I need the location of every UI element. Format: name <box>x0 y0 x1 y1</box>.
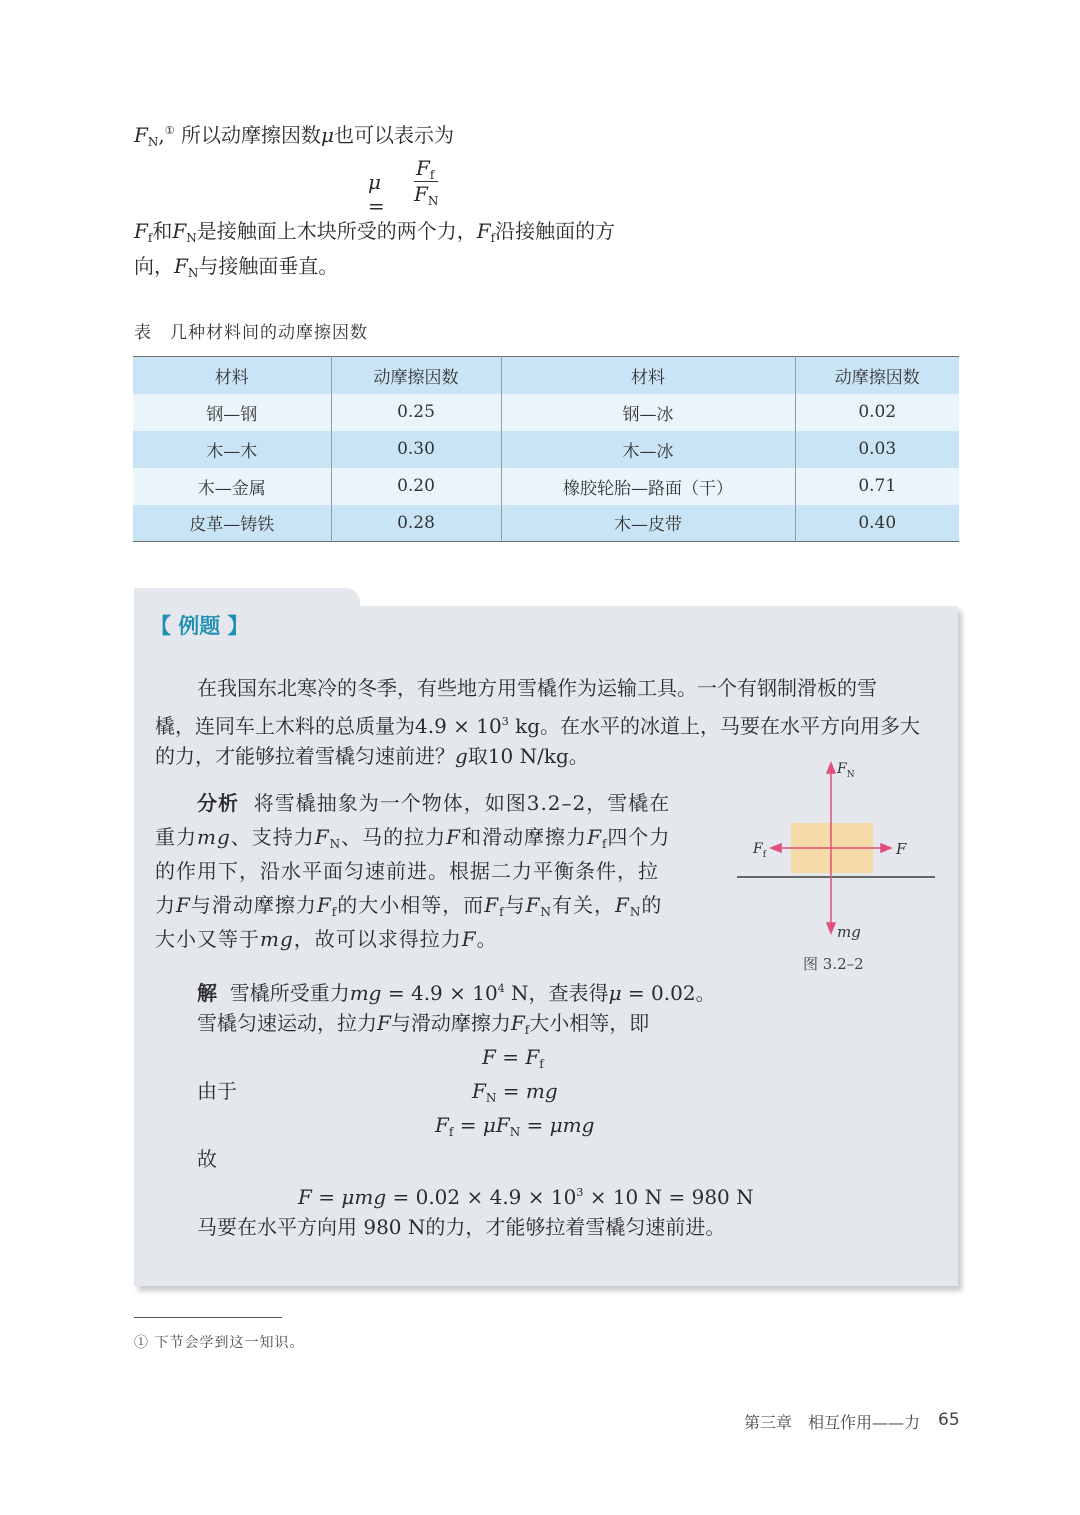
solution-text: 大小相等，即 <box>529 1011 650 1035</box>
fn-sub-2: N <box>186 231 197 245</box>
table-row <box>133 431 959 468</box>
ff-sub: f <box>499 905 505 919</box>
table-cell: 木—皮带 <box>501 505 795 542</box>
fn-sub: N <box>329 837 342 851</box>
analysis-text: 的大小相等，而 <box>337 893 485 917</box>
analysis-text: 、支持力 <box>230 825 315 849</box>
formula-lhs: μ = <box>368 170 385 218</box>
mg-symbol: mg <box>197 825 231 849</box>
fn-symbol: F <box>525 893 541 917</box>
friction-table <box>133 356 959 542</box>
analysis-text: 、马的拉力 <box>341 825 447 849</box>
ff-symbol: F <box>134 219 148 243</box>
table-cell: 木—金属 <box>133 468 331 505</box>
fn-symbol: F <box>472 1079 486 1103</box>
problem-line-1: 在我国东北寒冷的冬季，有些地方用雪橇作为运输工具。一个有钢制滑板的雪 <box>197 676 877 700</box>
solution-text: 与滑动摩擦力 <box>390 1011 511 1035</box>
analysis-text: 与滑动摩擦力 <box>190 893 317 917</box>
analysis-text: 大小又等于 <box>155 927 260 951</box>
ff-symbol: F <box>316 893 332 917</box>
table-cell: 橡胶轮胎—路面（干） <box>501 468 795 505</box>
chapter-title: 第三章 相互作用——力 <box>744 1413 921 1432</box>
fn-sub: N <box>485 1091 497 1105</box>
ff-sub: f <box>539 1057 544 1071</box>
header-material-1: 材料 <box>133 357 331 394</box>
fn-symbol-3: F <box>174 254 188 278</box>
header-coef-2: 动摩擦因数 <box>834 367 920 388</box>
table-cell: 0.30 <box>331 431 501 468</box>
analysis-line-1 <box>197 786 670 820</box>
ff-label: $F_f$ <box>753 841 767 860</box>
analysis-line-5 <box>155 922 498 956</box>
equation-4 <box>298 1176 754 1214</box>
eq-text: × 10 N = 980 N <box>583 1185 754 1209</box>
eq-text: F = F <box>482 1045 540 1069</box>
analysis-text: 和滑动摩擦力 <box>461 825 588 849</box>
ff-sub: f <box>448 1125 454 1139</box>
ff-sub: f <box>147 231 153 245</box>
table-cell: 0.20 <box>331 468 501 505</box>
page-number: 65 <box>938 1410 960 1430</box>
fn-arrowhead <box>827 763 835 773</box>
exponent: 4 <box>497 982 505 995</box>
f-symbol: F <box>446 825 462 849</box>
table-row <box>133 394 959 431</box>
mu-symbol: μ <box>320 123 334 147</box>
num-sub: f <box>429 168 435 182</box>
analysis-text: 四个力 <box>607 825 671 849</box>
solution-text: 雪橇匀速运动，拉力 <box>197 1011 377 1035</box>
fn-sub-3: N <box>187 266 199 280</box>
solution-line-1 <box>197 972 716 1010</box>
problem-text: 取10 N/kg。 <box>467 744 589 768</box>
f-arrowhead <box>881 844 891 852</box>
since-label: 由于 <box>197 1079 237 1103</box>
example-label: 【 例题 】 <box>150 614 249 638</box>
intro-text-a: 所以动摩擦因数 <box>180 123 321 147</box>
intro-and: 和 <box>152 219 173 243</box>
table-row <box>133 468 959 505</box>
fn-symbol-2: F <box>172 219 187 243</box>
solution-text: = 4.9 × 10 <box>381 981 498 1005</box>
fn-sub: N <box>147 135 159 149</box>
analysis-text: 的 <box>641 893 663 917</box>
fn-symbol: F <box>134 123 148 147</box>
problem-text: 的力，才能够拉着雪橇匀速前进？ <box>155 744 455 768</box>
force-arrows <box>771 763 891 933</box>
mg-symbol: mg <box>260 927 294 951</box>
mg-symbol: mg <box>349 981 382 1005</box>
analysis-label: 分析 <box>197 791 239 815</box>
table-header-row <box>133 357 959 394</box>
ff-sub: f <box>524 1023 530 1037</box>
header-coef-1: 动摩擦因数 <box>331 357 501 394</box>
table-cell: 0.71 <box>858 476 897 496</box>
ff-sub: f <box>331 905 338 919</box>
table-row <box>133 505 959 542</box>
problem-line-3 <box>155 739 589 773</box>
intro-text-c: 是接触面上木块所受的两个力， <box>196 219 477 243</box>
table-cell: 木—冰 <box>501 431 795 468</box>
eq-text: = μmg <box>520 1113 595 1137</box>
table-cell: 0.02 <box>858 402 897 422</box>
eq-text: = mg <box>496 1079 558 1103</box>
solution-text: 雪橇所受重力 <box>229 981 350 1005</box>
equation-3 <box>435 1108 594 1149</box>
header-material-2: 材料 <box>501 357 795 394</box>
table-cell: 钢—冰 <box>501 394 795 431</box>
table-cell: 0.25 <box>331 394 501 431</box>
ff-symbol: F <box>435 1113 449 1137</box>
ff-symbol: F <box>484 893 500 917</box>
footnote: ① 下节会学到这一知识。 <box>134 1335 305 1351</box>
footnote-ref[interactable]: ① <box>164 124 175 137</box>
formula-numerator <box>416 156 434 182</box>
fn-symbol: F <box>314 825 330 849</box>
analysis-text: 力 <box>155 893 176 917</box>
intro-text-e: 向， <box>134 254 174 278</box>
solution-line-2 <box>197 1006 649 1047</box>
therefore-label: 故 <box>197 1147 217 1171</box>
solution-text: = 0.02。 <box>621 981 716 1005</box>
table-caption: 表 几种材料间的动摩擦因数 <box>134 323 368 343</box>
analysis-text: 与 <box>504 893 526 917</box>
table-cell: 木—木 <box>133 431 331 468</box>
intro-text-d: 沿接触面的方 <box>495 219 616 243</box>
formula-denominator <box>414 182 438 208</box>
mg-arrowhead <box>827 923 835 933</box>
problem-line-2 <box>155 705 920 743</box>
ff-symbol-2: F <box>476 219 491 243</box>
analysis-text: ，故可以求得拉力 <box>293 927 462 951</box>
ff-symbol: F <box>587 825 602 849</box>
intro-text-b: 也可以表示为 <box>333 123 454 147</box>
intro-text-f: 与接触面垂直。 <box>198 254 339 278</box>
mg-label: mg <box>837 923 861 941</box>
table-cell: 0.40 <box>858 512 897 533</box>
table-cell: 0.28 <box>331 505 501 542</box>
exponent: 3 <box>501 715 509 728</box>
analysis-line-3: 的作用下，沿水平面匀速前进。根据二力平衡条件，拉 <box>155 859 659 883</box>
num-sym: F <box>416 156 430 180</box>
eq-text: F = μmg <box>298 1185 387 1209</box>
den-sym: F <box>414 182 428 206</box>
fn-sub: N <box>540 905 552 919</box>
analysis-text: 将雪橇抽象为一个物体，如图3.2–2，雪橇在 <box>253 791 671 815</box>
intro-line-3 <box>134 249 338 290</box>
ff-sub: f <box>601 837 608 851</box>
fn-label: $F_N$ <box>837 761 855 780</box>
force-diagram <box>735 755 940 945</box>
fn-symbol: F <box>614 893 630 917</box>
problem-text: kg。在水平的冰道上，马要在水平方向用多大 <box>508 714 921 738</box>
fn-sub: N <box>629 905 642 919</box>
footnote-rule <box>134 1317 282 1318</box>
analysis-text: 有关， <box>551 893 615 917</box>
eq-text: = 0.02 × 4.9 × 10 <box>386 1185 577 1209</box>
analysis-text: 。 <box>476 927 498 951</box>
ff-arrowhead <box>771 844 781 852</box>
analysis-text: 重力 <box>155 825 197 849</box>
conclusion-line: 马要在水平方向用 980 N的力，才能够拉着雪橇匀速前进。 <box>197 1215 726 1239</box>
solution-label: 解 <box>197 981 217 1005</box>
g-symbol: g <box>455 744 468 768</box>
f-symbol: F <box>176 893 191 917</box>
eq-text: = μF <box>453 1113 510 1137</box>
intro-line-1: $F_N,^①$ 所以动摩擦因数μ也可以表示为 <box>134 123 454 149</box>
ff-symbol: F <box>510 1011 525 1035</box>
f-symbol: F <box>461 927 477 951</box>
problem-text: 橇，连同车上木料的总质量为4.9 × 10 <box>155 714 502 738</box>
den-sub: N <box>427 194 439 208</box>
f-label: F <box>896 840 907 858</box>
exponent: 3 <box>576 1186 584 1199</box>
table-cell: 钢—钢 <box>133 394 331 431</box>
f-symbol: F <box>377 1011 391 1035</box>
table-cell: 0.03 <box>858 439 897 459</box>
figure-caption: 图 3.2–2 <box>803 955 864 973</box>
mu-symbol: μ <box>608 981 622 1005</box>
solution-text: N，查表得 <box>504 981 609 1005</box>
table-cell: 皮革—铸铁 <box>133 505 331 542</box>
fn-sub: N <box>509 1125 521 1139</box>
ff-sub-2: f <box>490 231 496 245</box>
